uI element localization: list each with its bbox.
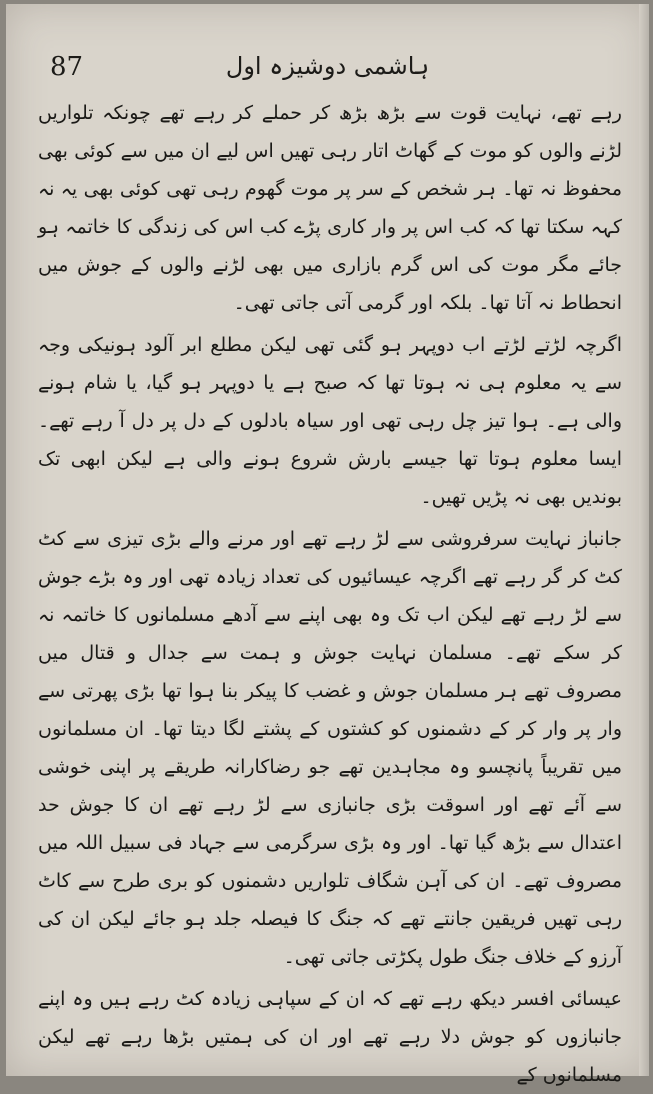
paragraph-3: جانباز نہایت سرفروشی سے لڑ رہے تھے اور مرنے والے بڑی تیزی سے کٹ کٹ کر گر رہے تھے اگرچہ عیسائیوں کی تعداد زیادہ تھی اور وہ بڑے جوش سے لڑ رہے تھے لیکن اب تک وہ بھی اپنے سے آدھے مسلمانوں کا خاتمہ نہ کر سکے تھے۔ مسلمان نہایت جوش و ہمت سے جدال و قتال میں مصروف تھے ہر مسلمان جوش و غضب کا پیکر بنا ہوا تھا بڑی پھرتی سے وار پر وار کر کے دشمنوں کو کشتوں کے پشتے لگا دیتا تھا۔ ان مسلمانوں میں تقریباً پانچسو وہ مجاہدین تھے جو رضاکارانہ طریقے پر اپنی خوشی سے آئے تھے اور اسوقت بڑی جانبازی سے لڑ رہے تھے ان کا جوش حد اعتدال سے بڑھ گیا تھا۔ اور وہ بڑی سرگرمی سے جہاد فی سبیل اللہ میں مصروف تھے۔ ان کی آہن شگاف تلواریں دشمنوں کو بری طرح سے کاٹ رہی تھیں فریقین جانتے تھے کہ جنگ کا فیصلہ جلد ہو جائے لیکن ان کی آرزو کے خلاف جنگ طول پکڑتی جاتی تھی۔ — [38, 528, 622, 968]
body-text — [38, 94, 622, 1086]
running-title: ہاشمی دوشیزہ اول — [225, 52, 430, 80]
paragraph-1: رہے تھے، نہایت قوت سے بڑھ بڑھ کر حملے کر رہے تھے چونکہ تلواریں لڑنے والوں کو موت کے گھاٹ اتار رہی تھیں اس لیے ان میں سے کوئی بھی محفوظ نہ تھا۔ ہر شخص کے سر پر موت گھوم رہی تھی کوئی بھی یہ نہ کہہ سکتا تھا کہ کب اس پر وار کاری پڑے کب اس کی زندگی کا خاتمہ ہو جائے مگر موت کی اس گرم بازاری میں بھی لڑنے والوں کے جوش میں انحطاط نہ آتا تھا۔ بلکہ اور گرمی آتی جاتی تھی۔ — [38, 102, 622, 314]
page-number: 87 — [50, 52, 84, 82]
page-header — [36, 48, 619, 92]
paragraph-2: اگرچہ لڑتے لڑتے اب دوپہر ہو گئی تھی لیکن مطلع ابر آلود ہونیکی وجہ سے یہ معلوم ہی نہ ہوتا تھا کہ صبح ہے یا دوپہر ہو گیا، یا شام ہونے والی ہے۔ ہوا تیز چل رہی تھی اور سیاہ بادلوں کے دل پر دل آ رہے تھے۔ ایسا معلوم ہوتا تھا جیسے بارش شروع ہونے والی ہے لیکن ابھی تک بوندیں بھی نہ پڑیں تھیں۔ — [38, 334, 622, 508]
page-edge-shadow — [639, 4, 649, 1076]
book-page — [6, 4, 649, 1086]
paragraph-4: عیسائی افسر دیکھ رہے تھے کہ ان کے سپاہی زیادہ کٹ رہے ہیں وہ اپنے جانبازوں کو جوش دلا رہے تھے اور ان کی ہمتیں بڑھا رہے تھے لیکن مسلمانوں کے — [38, 988, 622, 1086]
